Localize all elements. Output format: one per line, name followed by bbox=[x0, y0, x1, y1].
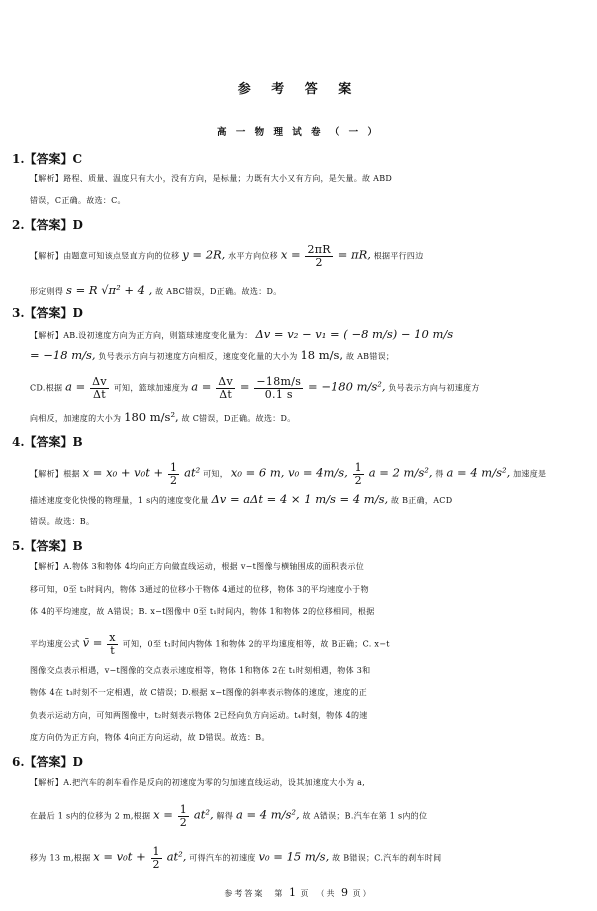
q3-text: 故 C错误，D正确。故选：D。 bbox=[181, 414, 296, 423]
q4-formula: at² bbox=[184, 465, 201, 480]
q3-fraction-1 bbox=[90, 376, 109, 401]
footer-text: 参考答案 第 bbox=[224, 889, 285, 898]
q3-explain-line-1 bbox=[30, 327, 453, 343]
q6-text: 在最后 1 s内的位移为 2 m,根据 bbox=[30, 811, 151, 821]
q3-explain-line-3 bbox=[30, 376, 480, 401]
q3-fraction-num: Δv bbox=[218, 375, 234, 388]
q3-fraction-num: −18m/s bbox=[256, 375, 302, 388]
page-footer bbox=[0, 886, 597, 899]
q6-text: 解得 bbox=[216, 811, 234, 821]
q2-fraction-num: 2πR bbox=[307, 243, 331, 256]
q6-explain-line-3 bbox=[30, 846, 441, 871]
q3-formula-dv: Δv = v₂ − v₁ = ( −8 m/s) − 10 m/s bbox=[255, 327, 454, 341]
q3-text: CD.根据 bbox=[30, 383, 63, 393]
q6-formula: at², bbox=[166, 849, 187, 864]
q4-text: 【解析】根据 bbox=[30, 469, 80, 479]
q5-explain-line-2: 移可知，0至 t₃时间内，物体 3通过的位移小于物体 4通过的位移，物体 3的平均速度小于物 bbox=[30, 585, 369, 594]
q4-fraction-den: 2 bbox=[170, 474, 178, 487]
q4-explain-line-2 bbox=[30, 492, 452, 508]
q5-explain-line-1: 【解析】A.物体 3和物体 4均向正方向做直线运动，根据 v−t图像与横轴围成的面积表示位 bbox=[30, 562, 365, 571]
q6-formula: x = v₀t + bbox=[93, 849, 146, 864]
q1-explain-line-2: 错误，C正确。故选：C。 bbox=[30, 196, 126, 205]
q3-answer: 3.【答案】D bbox=[12, 306, 83, 320]
q3-result: = −180 m/s², bbox=[308, 379, 386, 394]
q3-text: 故 AB错误； bbox=[345, 352, 395, 361]
q4-text: 可知， bbox=[203, 469, 228, 479]
q5-explain-line-7: 负表示运动方向，可知两图像中，t₂时刻表示物体 2已经向负方向运动。t₄时刻，物体 4的速 bbox=[30, 711, 368, 720]
q5-explain-line-8: 度方向仍为正方向，物体 4向正方向运动，故 D错误。故选：B。 bbox=[30, 733, 270, 742]
q2-formula-x: x = bbox=[280, 247, 301, 262]
q4-formula: Δv = aΔt = 4 × 1 m/s = 4 m/s, bbox=[211, 492, 389, 506]
q2-text: 【解析】由题意可知该点竖直方向的位移 bbox=[30, 251, 180, 261]
q4-formula: x₀ = 6 m, v₀ = 4m/s, bbox=[230, 465, 348, 480]
q6-formula: a = 4 m/s², bbox=[235, 807, 300, 822]
q4-formula: a = 2 m/s², bbox=[368, 465, 433, 480]
q3-fraction-den: Δt bbox=[219, 388, 233, 401]
q6-text: 故 B错误；C.汽车的刹车时间 bbox=[332, 853, 442, 863]
q4-fraction bbox=[353, 462, 364, 487]
q6-explain-line-2 bbox=[30, 804, 427, 829]
q1-explain-line-1: 【解析】路程、质量、温度只有大小，没有方向，是标量；力既有大小又有方向，是矢量。故 ABD bbox=[30, 174, 393, 183]
q3-text: 负号表示方向与初速度方向相反，速度变化量的大小为 bbox=[98, 352, 298, 361]
page-total: 9 bbox=[341, 886, 349, 899]
q6-text: 移为 13 m,根据 bbox=[30, 853, 91, 863]
q3-text: 【解析】AB.设初速度方向为正方向，则篮球速度变化量为： bbox=[30, 331, 253, 340]
q6-fraction-num: 1 bbox=[179, 803, 188, 816]
q5-fraction-den: t bbox=[110, 644, 115, 657]
q4-explain-line-1 bbox=[30, 462, 546, 487]
q2-formula-pir: = πR, bbox=[337, 247, 371, 262]
q3-text: 负号表示方向与初速度方 bbox=[388, 383, 480, 393]
q3-text: 向相反，加速度的大小为 bbox=[30, 414, 122, 423]
q2-explain-line-1 bbox=[30, 244, 424, 269]
q4-fraction-num: 1 bbox=[170, 461, 178, 474]
q5-formula: v̄ = bbox=[82, 635, 103, 650]
q4-formula: a = 4 m/s², bbox=[446, 465, 511, 480]
q3-formula: = −18 m/s, bbox=[30, 348, 96, 362]
q6-explain-line-1: 【解析】A.把汽车的刹车看作是反向的初速度为零的匀加速直线运动，设其加速度大小为 a, bbox=[30, 778, 366, 787]
q2-answer: 2.【答案】D bbox=[12, 218, 83, 232]
q2-text: 故 ABC错误，D正确。故选：D。 bbox=[155, 287, 282, 296]
q4-text: 故 B正确，ACD bbox=[390, 496, 453, 505]
q3-equals: = bbox=[239, 379, 250, 394]
q6-fraction bbox=[151, 846, 162, 871]
q4-answer: 4.【答案】B bbox=[12, 435, 83, 449]
q2-explain-line-2 bbox=[30, 283, 282, 299]
q6-formula: at², bbox=[193, 807, 214, 822]
q4-fraction bbox=[168, 462, 179, 487]
q3-explain-line-2 bbox=[30, 348, 394, 364]
q4-text: 加速度是 bbox=[513, 469, 547, 479]
q2-formula-s: s = R √π² + 4 , bbox=[66, 283, 153, 297]
q6-fraction-num: 1 bbox=[152, 845, 160, 858]
q6-answer: 6.【答案】D bbox=[12, 755, 83, 769]
q6-fraction bbox=[178, 804, 189, 829]
q6-fraction-den: 2 bbox=[152, 858, 160, 871]
q5-explain-line-6: 物体 4在 t₃时刻不一定相遇，故 C错误；D.根据 x−t图像的斜率表示物体的速度，速度的正 bbox=[30, 688, 368, 697]
q1-answer: 1.【答案】C bbox=[12, 152, 83, 166]
q3-fraction-2 bbox=[216, 376, 235, 401]
q3-fraction-den: Δt bbox=[93, 388, 106, 401]
q6-text: 可得汽车的初速度 bbox=[189, 853, 256, 863]
q3-value: 18 m/s, bbox=[300, 348, 344, 362]
q2-text: 水平方向位移 bbox=[228, 251, 278, 261]
footer-text: 页 （共 bbox=[300, 889, 337, 898]
q5-explain-line-5: 图像交点表示相遇，v−t图像的交点表示速度相等，物体 1和物体 2在 t₁时刻相遇，物体 3和 bbox=[30, 666, 371, 675]
q4-text: 描述速度变化快慢的物理量，1 s内的速度变化量 bbox=[30, 496, 209, 505]
q4-explain-line-3: 错误。故选：B。 bbox=[30, 517, 95, 526]
q5-answer: 5.【答案】B bbox=[12, 539, 83, 553]
q6-formula: x = bbox=[153, 807, 173, 822]
q2-fraction-den: 2 bbox=[315, 256, 323, 269]
q5-explain-line-3: 体 4的平均速度，故 A错误；B. x−t图像中 0至 t₁时间内，物体 1和物体 2的位移相同，根据 bbox=[30, 607, 375, 616]
q5-fraction bbox=[107, 632, 118, 657]
q5-text: 可知，0至 t₁时间内物体 1和物体 2的平均速度相等，故 B正确；C. x−t bbox=[122, 639, 390, 649]
q4-formula: x = x₀ + v₀t + bbox=[82, 465, 164, 480]
q4-fraction-num: 1 bbox=[354, 461, 362, 474]
q6-formula: v₀ = 15 m/s, bbox=[258, 849, 330, 864]
q3-fraction-num: Δv bbox=[92, 375, 107, 388]
q3-fraction-den: 0.1 s bbox=[264, 388, 293, 401]
q2-text: 形定则得 bbox=[30, 287, 64, 296]
q3-text: 可知，篮球加速度为 bbox=[113, 383, 189, 393]
q2-fraction bbox=[305, 244, 332, 269]
q5-explain-line-4 bbox=[30, 632, 390, 657]
q3-explain-line-4 bbox=[30, 410, 296, 426]
q2-text: 根据平行四边 bbox=[373, 251, 424, 261]
q6-text: 故 A错误；B.汽车在第 1 s内的位 bbox=[302, 811, 428, 821]
q6-fraction-den: 2 bbox=[179, 816, 188, 829]
q2-formula-y: y = 2R, bbox=[182, 247, 226, 262]
q3-value: 180 m/s², bbox=[124, 410, 179, 424]
page-number: 1 bbox=[288, 886, 296, 899]
q3-formula-a: a = bbox=[191, 379, 212, 394]
page-title: 参 考 答 案 bbox=[237, 82, 360, 97]
q5-fraction-num: x bbox=[109, 631, 116, 644]
section-title: 高 一 物 理 试 卷 （ 一 ） bbox=[217, 127, 380, 138]
q3-formula-a: a = bbox=[65, 379, 86, 394]
q4-fraction-den: 2 bbox=[354, 474, 362, 487]
footer-text: 页） bbox=[352, 889, 373, 898]
q4-text: 得 bbox=[435, 469, 444, 479]
q3-fraction-3 bbox=[254, 376, 303, 401]
q5-text: 平均速度公式 bbox=[30, 639, 80, 649]
